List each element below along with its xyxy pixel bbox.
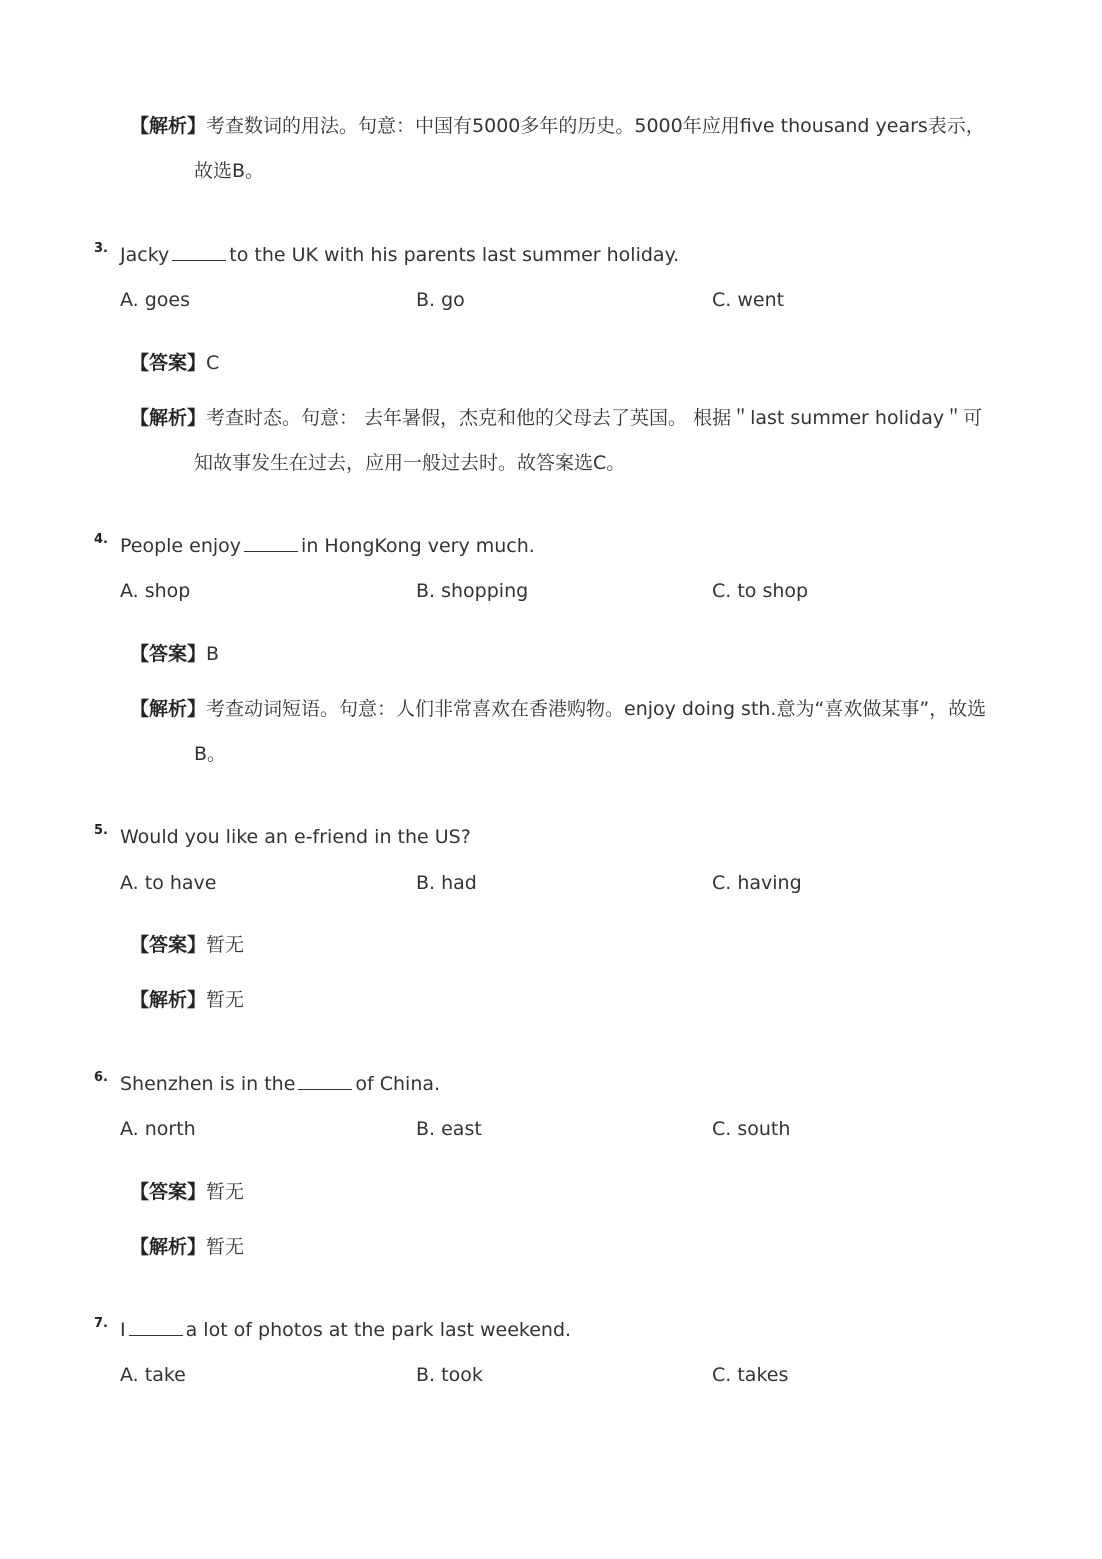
analysis-text: 暂无 xyxy=(206,989,245,1011)
option-b: B. east xyxy=(416,1118,482,1140)
analysis-text: 考查动词短语。句意：人们非常喜欢在香港购物。enjoy doing sth.意为“喜欢做某事”，故选 xyxy=(206,698,987,720)
stem-before: I xyxy=(120,1319,126,1341)
option-b: B. go xyxy=(416,289,465,311)
answer-value: 暂无 xyxy=(206,934,245,956)
analysis-label: 【解析】 xyxy=(130,407,207,429)
option-a: A. take xyxy=(120,1364,186,1386)
option-b: B. took xyxy=(416,1364,483,1386)
option-a: A. goes xyxy=(120,289,191,311)
option-a: A. to have xyxy=(120,872,217,894)
question-stem: Would you like an e-friend in the US? xyxy=(120,826,471,848)
analysis-label: 【解析】 xyxy=(130,989,207,1011)
analysis-label: 【解析】 xyxy=(130,1236,207,1258)
question-number: 6. xyxy=(94,1070,108,1085)
option-c: C. south xyxy=(712,1118,791,1140)
answer-label: 【答案】 xyxy=(130,934,207,956)
option-b: B. shopping xyxy=(416,580,529,602)
analysis-text: 考查数词的用法。句意：中国有5000多年的历史。5000年应用five thousand years表示， xyxy=(206,115,985,137)
analysis-text: 考查时态。句意： 去年暑假，杰克和他的父母去了英国。 根据＂last summer holiday＂可 xyxy=(206,407,983,429)
question-stem xyxy=(120,242,679,268)
analysis-line2: 知故事发生在过去，应用一般过去时。故答案选C。 xyxy=(194,452,626,474)
option-a: A. north xyxy=(120,1118,196,1140)
analysis-line1 xyxy=(130,405,982,431)
analysis-line2: B。 xyxy=(194,743,227,765)
question-stem xyxy=(120,1071,440,1097)
analysis-label: 【解析】 xyxy=(130,698,207,720)
option-a: A. shop xyxy=(120,580,191,602)
stem-before: Shenzhen is in the xyxy=(120,1073,296,1095)
answer-line xyxy=(130,641,219,667)
stem-after: in HongKong very much. xyxy=(301,535,535,557)
option-c: C. to shop xyxy=(712,580,809,602)
option-c: C. went xyxy=(712,289,785,311)
stem-before: People enjoy xyxy=(120,535,242,557)
answer-value: C xyxy=(206,352,220,374)
option-c: C. having xyxy=(712,872,802,894)
answer-value: 暂无 xyxy=(206,1181,245,1203)
stem-after: a lot of photos at the park last weekend. xyxy=(185,1319,572,1341)
question-stem xyxy=(120,533,535,559)
analysis-text: 暂无 xyxy=(206,1236,245,1258)
analysis-label: 【解析】 xyxy=(130,115,207,137)
answer-blank xyxy=(244,536,298,552)
question-number: 7. xyxy=(94,1316,108,1331)
answer-label: 【答案】 xyxy=(130,352,207,374)
question-number: 4. xyxy=(94,532,108,547)
analysis-line xyxy=(130,1234,244,1260)
answer-blank xyxy=(172,245,226,261)
answer-line xyxy=(130,350,219,376)
question-number: 5. xyxy=(94,823,108,838)
answer-value: B xyxy=(206,643,220,665)
stem-after: of China. xyxy=(355,1073,441,1095)
answer-label: 【答案】 xyxy=(130,1181,207,1203)
answer-blank xyxy=(129,1320,183,1336)
answer-blank xyxy=(298,1074,352,1090)
option-c: C. takes xyxy=(712,1364,789,1386)
question-stem xyxy=(120,1317,571,1343)
answer-line xyxy=(130,932,244,958)
option-b: B. had xyxy=(416,872,477,894)
intro-analysis-line1 xyxy=(130,113,985,139)
intro-analysis-line2: 故选B。 xyxy=(194,160,265,182)
stem-after: to the UK with his parents last summer holiday. xyxy=(229,244,680,266)
answer-line xyxy=(130,1179,244,1205)
analysis-line1 xyxy=(130,696,986,722)
analysis-line xyxy=(130,987,244,1013)
question-number: 3. xyxy=(94,241,108,256)
answer-label: 【答案】 xyxy=(130,643,207,665)
stem-before: Jacky xyxy=(120,244,170,266)
